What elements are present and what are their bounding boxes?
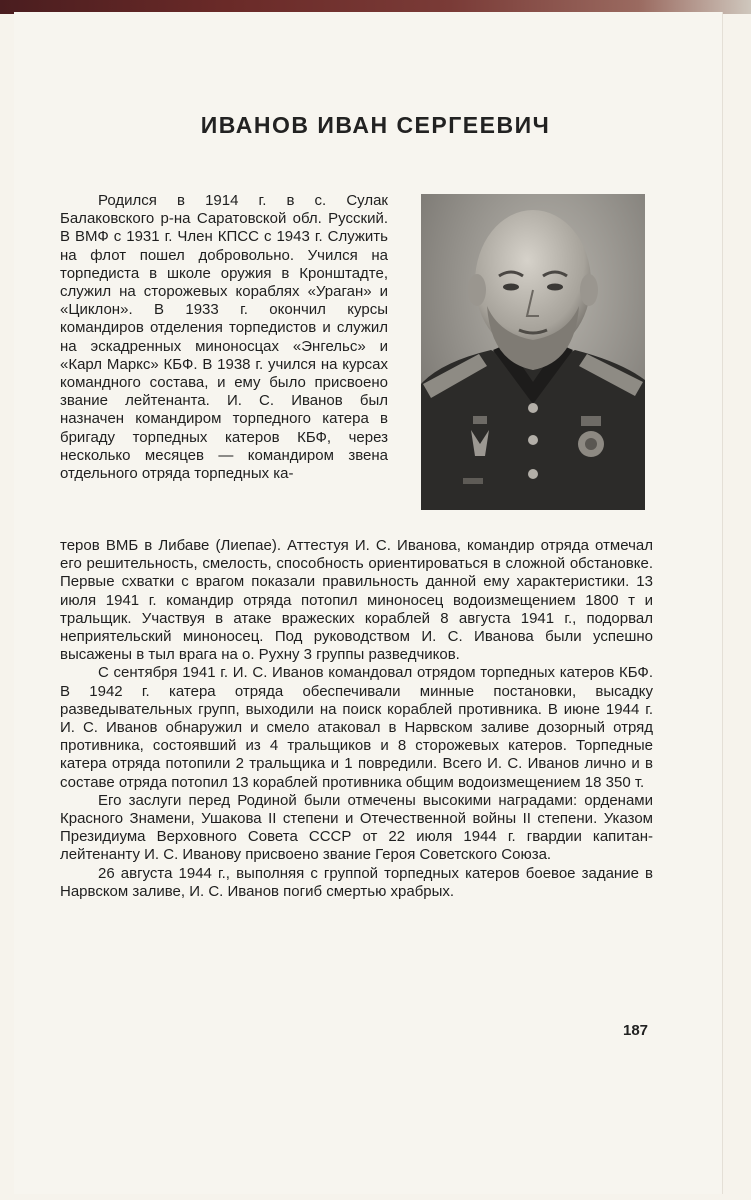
page-title: ИВАНОВ ИВАН СЕРГЕЕВИЧ (200, 112, 551, 138)
portrait-photo (421, 194, 645, 510)
page-number: 187 (623, 1022, 649, 1039)
bio-paragraph-3: Его заслуги перед Родиной были отмечены высокими наградами: орденами Красного Знамени, Ушакова II степени и Отечественной войны II степени. Указом Президиума Верховного Совета СССР от 22 июля 1944 г. гвардии капитан-лейтенанту И. С. Иванову присвоено звание Героя Советского Союза. (60, 791, 653, 864)
bio-paragraph-1-continued: теров ВМБ в Либаве (Лиепае). Аттестуя И. С. Иванова, командир отряда отмечал его решительность, смелость, способность ориентироваться в сложной обстановке. Первые схватки с врагом показали правильность данной ему характеристики. 13 июля 1941 г. командир отряда потопил миноносец водоизмещением 1800 т и тральщик. Участвуя в атаке вражеских кораблей 8 августа 1941 г., подорвал неприятельский миноносец. Под руководством И. С. Иванова были успешно высажены в тыл врага на о. Рухну 3 группы разведчиков. (60, 537, 653, 664)
bio-paragraph-1-start: Родился в 1914 г. в с. Сулак Балаковского р-на Саратовской обл. Русский. В ВМФ с 1931 г. Член КПСС с 1943 г. Служить на флот пошел добровольно. Учился на торпедиста в школе оружия в Кронштадте, служил на сторожевых кораблях «Ураган» и «Циклон». В 1933 г. окончил курсы командиров отделения торпедистов и служил на эскадренных миноносцах «Энгельс» и «Карл Маркс» КБФ. В 1938 г. учился на курсах командного состава, и ему было присвоено звание лейтенанта. И. С. Иванов был назначен командиром торпедного катера в бригаду торпедных катеров КБФ, через несколько месяцев — командиром звена отдельного отряда торпедных ка- (60, 192, 388, 483)
bio-paragraph-4: 26 августа 1944 г., выполняя с группой торпедных катеров боевое задание в Нарвском заливе, И. С. Иванов погиб смертью храбрых. (60, 864, 653, 900)
biography-text-wide (60, 537, 653, 901)
biography-text-narrow (60, 192, 388, 483)
bio-paragraph-2: С сентября 1941 г. И. С. Иванов командовал отрядом торпедных катеров КБФ. В 1942 г. катера отряда обеспечивали минные постановки, высадку разведывательных групп, выходили на поиск кораблей противника. В июне 1944 г. И. С. Иванов обнаружил и смело атаковал в Нарвском заливе дозорный отряд противника, состоявший из 4 тральщиков и 8 сторожевых катеров. Торпедные катера отряда потопили 2 тральщика и 1 повредили. Всего И. С. Иванов лично и в составе отряда потопил 13 кораблей противника общим водоизмещением 18 350 т. (60, 664, 653, 791)
